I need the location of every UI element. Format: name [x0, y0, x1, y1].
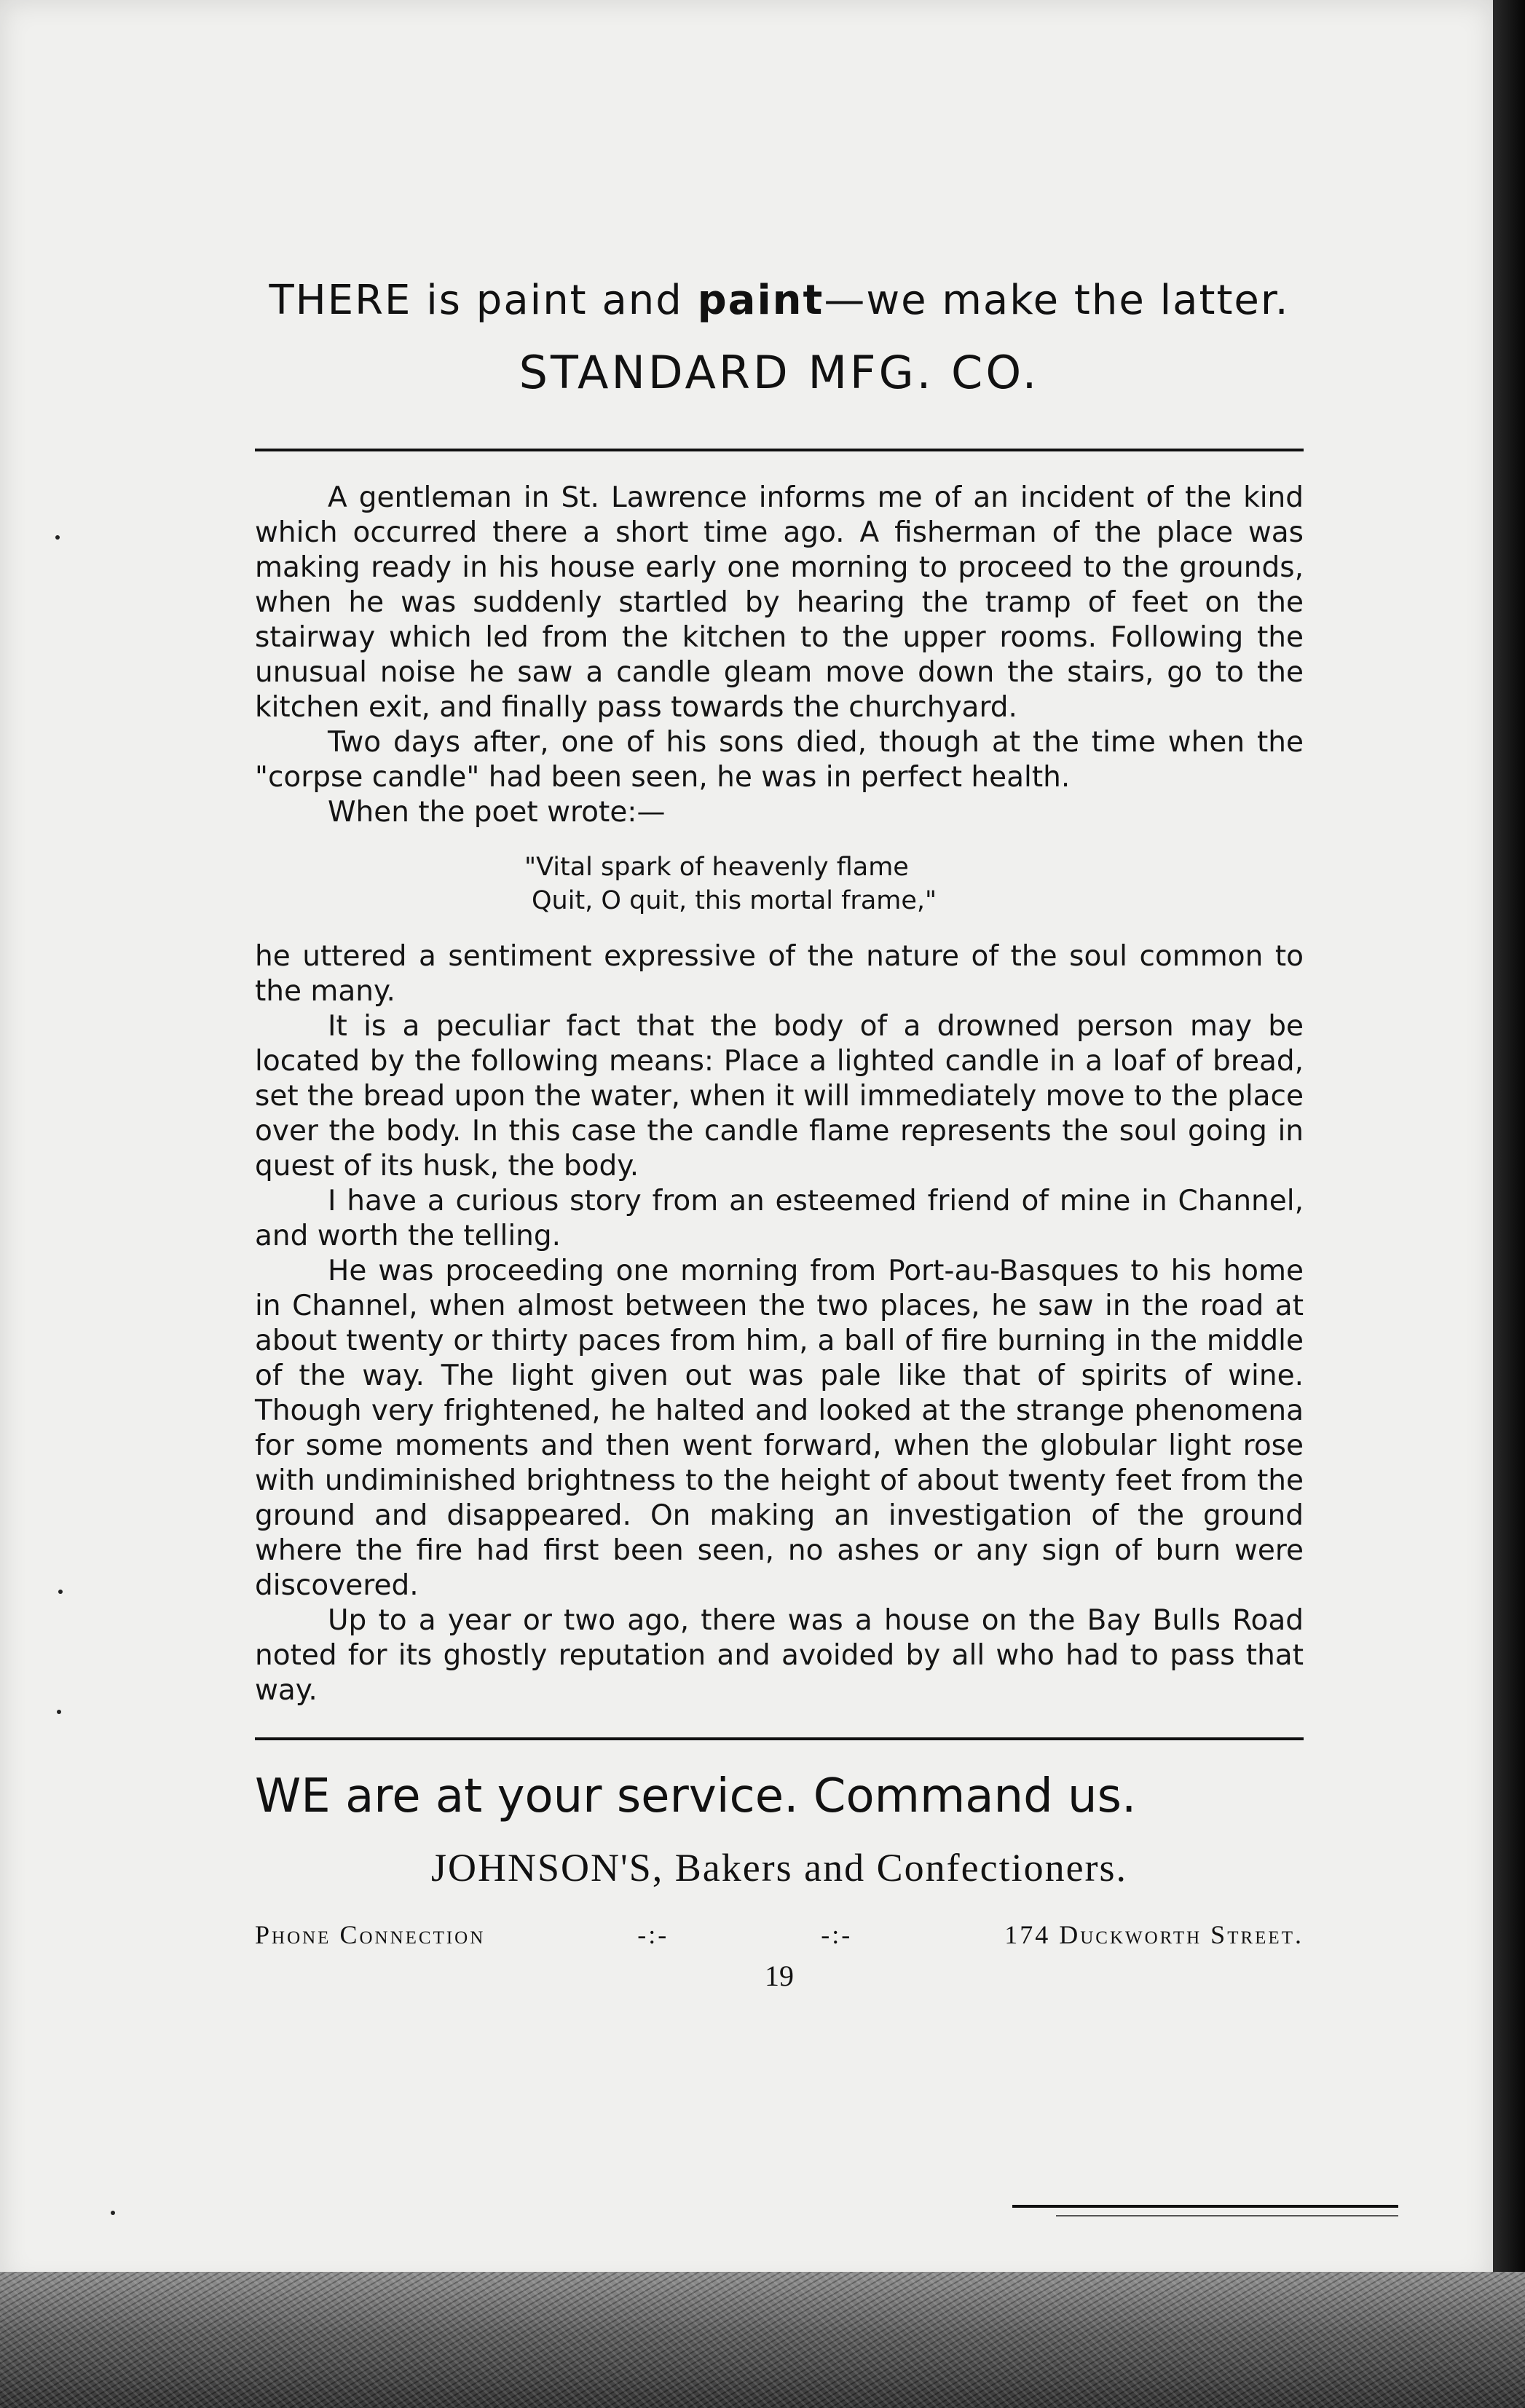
scan-background: [0, 2272, 1525, 2408]
service-tagline: WE are at your service. Command us.: [255, 1769, 1137, 1823]
footer-rule: [1012, 2205, 1398, 2208]
margin-mark: [55, 535, 60, 540]
paragraph: he uttered a sentiment expressive of the nature of the soul common to the many.: [255, 940, 1304, 1008]
margin-mark: [111, 2211, 115, 2215]
page-number: 19: [765, 1959, 794, 1992]
paragraph: Up to a year or two ago, there was a house on the Bay Bulls Road noted for its ghostly reputation and avoided by all who had to pass that way.: [255, 1604, 1304, 1707]
margin-mark: [58, 1590, 63, 1594]
bakery-name: JOHNSON'S, Bakers and Confectioners.: [430, 1846, 1128, 1890]
divider: [255, 1737, 1304, 1740]
article-body-continued: [255, 939, 1304, 1708]
paragraph: Two days after, one of his sons died, though at the time when the "corpse candle" had been seen, he was in perfect health.: [255, 726, 1304, 794]
phone-label: Phone Connection: [255, 1920, 486, 1949]
paint-ad-line: THERE is paint and paint—we make the latter.: [269, 277, 1290, 324]
paragraph: It is a peculiar fact that the body of a drowned person may be located by the following means: Place a lighted candle in a loaf of bread, set the bread upon the water, when it will immediately move to the place over the body. In this case the candle flame represents the soul going in quest of its husk, the body.: [255, 1010, 1304, 1183]
company-name: STANDARD MFG. CO.: [519, 346, 1040, 399]
address: 174 Duckworth Street.: [1004, 1920, 1304, 1949]
article-body: [255, 481, 1304, 830]
paragraph: A gentleman in St. Lawrence informs me of an incident of the kind which occurred there a short time ago. A fisherman of the place was making ready in his house early one morning to proceed to the grounds, when he was suddenly startled by hearing the tramp of feet on the stairway which led from the kitchen to the upper rooms. Following the unusual noise he saw a candle gleam move down the stairs, go to the kitchen exit, and finally pass towards the churchyard.: [255, 481, 1304, 724]
contact-row: [255, 1919, 1304, 1950]
verse-line: Quit, O quit, this mortal frame,": [532, 886, 937, 915]
page-content: [255, 277, 1304, 1993]
paragraph: When the poet wrote:—: [328, 796, 666, 829]
paragraph: He was proceeding one morning from Port-au-Basques to his home in Channel, when almost between the two places, he saw in the road at about twenty or thirty paces from him, a ball of fire burning in the middle of the way. The light given out was pale like that of spirits of wine. Though very frightened, he halted and looked at the strange phenomena for some moments and then went forward, when the globular light rose with undiminished brightness to the height of about twenty feet from the ground and disappeared. On making an investigation of the ground where the fire had first been seen, no ashes or any sign of burn were discovered.: [255, 1255, 1304, 1602]
scan-edge: [1493, 0, 1525, 2408]
paragraph: I have a curious story from an esteemed friend of mine in Channel, and worth the telling.: [255, 1185, 1304, 1252]
verse-quote: [524, 850, 1304, 917]
separator: -:-: [821, 1920, 853, 1949]
margin-mark: [57, 1710, 61, 1714]
separator: -:-: [637, 1920, 669, 1949]
footer-rule: [1056, 2215, 1398, 2216]
divider: [255, 449, 1304, 451]
verse-line: "Vital spark of heavenly flame: [524, 853, 909, 882]
